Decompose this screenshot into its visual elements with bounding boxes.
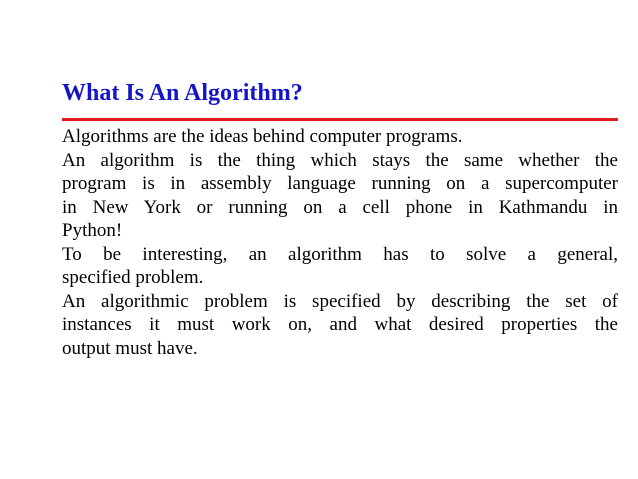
paragraph-definition bbox=[62, 125, 618, 149]
paragraph-line: An algorithm is the thing which stays the same whether the bbox=[62, 149, 618, 171]
paragraph-invariance bbox=[62, 149, 618, 243]
paragraph-line: in New York or running on a cell phone in Kathmandu in bbox=[62, 196, 618, 218]
slide-title: What Is An Algorithm? bbox=[62, 80, 303, 106]
paragraph-interesting bbox=[62, 243, 618, 290]
slide-body bbox=[62, 125, 618, 360]
paragraph-line: program is in assembly language running on a supercomputer bbox=[62, 173, 618, 194]
paragraph-line: To be interesting, an algorithm has to solve a general, bbox=[62, 243, 618, 265]
paragraph-line: Python! bbox=[62, 220, 123, 241]
paragraph-line: output must have. bbox=[62, 337, 198, 359]
paragraph-problem-spec bbox=[62, 290, 618, 361]
paragraph-line: Algorithms are the ideas behind computer programs. bbox=[62, 126, 463, 147]
title-underline bbox=[62, 118, 618, 121]
paragraph-line: instances it must work on, and what desired properties the bbox=[62, 314, 618, 335]
paragraph-line: specified problem. bbox=[62, 267, 204, 288]
paragraph-line: An algorithmic problem is specified by describing the set of bbox=[62, 290, 618, 312]
